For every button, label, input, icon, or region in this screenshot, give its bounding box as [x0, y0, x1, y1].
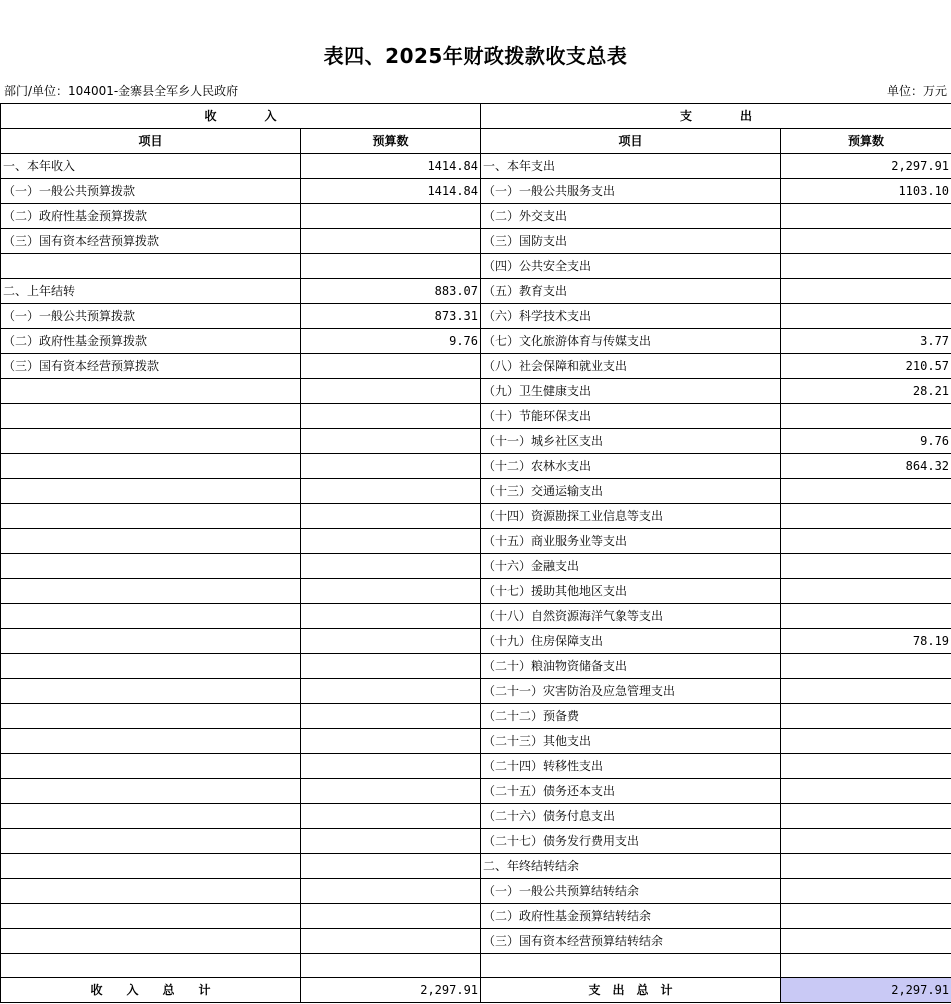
income-value-cell — [301, 229, 481, 254]
table-row — [1, 329, 951, 354]
table-row — [1, 754, 951, 779]
income-item-cell — [1, 404, 301, 429]
expense-item-cell: （四）公共安全支出 — [481, 254, 781, 279]
income-item-cell — [1, 379, 301, 404]
income-value-cell — [301, 404, 481, 429]
expense-item-cell: （二十一）灾害防治及应急管理支出 — [481, 679, 781, 704]
expense-value-cell — [781, 404, 951, 429]
income-budget-header: 预算数 — [301, 129, 481, 154]
income-item-cell — [1, 554, 301, 579]
expense-item-cell: （二十三）其他支出 — [481, 729, 781, 754]
income-item-cell — [1, 804, 301, 829]
expense-value-cell — [781, 304, 951, 329]
expense-value-cell — [781, 254, 951, 279]
income-item-cell: 一、本年收入 — [1, 154, 301, 179]
income-value-cell — [301, 479, 481, 504]
expense-value-cell — [781, 529, 951, 554]
income-item-cell — [1, 479, 301, 504]
table-row — [1, 779, 951, 804]
expense-value-cell — [781, 229, 951, 254]
expense-item-cell: （二十七）债务发行费用支出 — [481, 829, 781, 854]
income-item-cell — [1, 904, 301, 929]
page-title: 表四、2025年财政拨款收支总表 — [323, 44, 628, 68]
table-row — [1, 554, 951, 579]
income-item-cell: （三）国有资本经营预算拨款 — [1, 354, 301, 379]
table-row — [1, 429, 951, 454]
expense-total-value: 2,297.91 — [781, 978, 951, 1003]
income-item-cell — [1, 879, 301, 904]
expense-item-cell: （一）一般公共预算结转结余 — [481, 879, 781, 904]
table-row — [1, 254, 951, 279]
income-value-cell — [301, 829, 481, 854]
expense-value-cell — [781, 854, 951, 879]
table-row — [1, 204, 951, 229]
income-value-cell — [301, 629, 481, 654]
income-item-cell — [1, 779, 301, 804]
income-value-cell — [301, 754, 481, 779]
income-item-cell: （二）政府性基金预算拨款 — [1, 204, 301, 229]
income-value-cell: 883.07 — [301, 279, 481, 304]
table-row — [1, 804, 951, 829]
income-value-cell — [301, 504, 481, 529]
income-item-cell — [1, 929, 301, 954]
expense-value-cell: 1103.10 — [781, 179, 951, 204]
expense-value-cell — [781, 554, 951, 579]
income-item-cell — [1, 854, 301, 879]
table-row — [1, 879, 951, 904]
table-row — [1, 904, 951, 929]
expense-value-cell — [781, 829, 951, 854]
expense-value-cell — [781, 204, 951, 229]
expense-value-cell — [781, 504, 951, 529]
income-value-cell — [301, 554, 481, 579]
income-item-cell — [1, 679, 301, 704]
income-item-cell — [1, 829, 301, 854]
table-row — [1, 404, 951, 429]
income-value-cell — [301, 529, 481, 554]
income-item-cell — [1, 454, 301, 479]
expense-item-cell: （十九）住房保障支出 — [481, 629, 781, 654]
expense-item-cell: （十）节能环保支出 — [481, 404, 781, 429]
income-value-cell — [301, 579, 481, 604]
income-item-cell — [1, 729, 301, 754]
expense-item-cell: （二十四）转移性支出 — [481, 754, 781, 779]
table-row — [1, 954, 951, 978]
income-section-header: 收 入 — [1, 104, 481, 129]
expense-value-cell: 78.19 — [781, 629, 951, 654]
income-item-cell: （二）政府性基金预算拨款 — [1, 329, 301, 354]
expense-item-cell: （三）国有资本经营预算结转结余 — [481, 929, 781, 954]
expense-item-cell: （十四）资源勘探工业信息等支出 — [481, 504, 781, 529]
expense-value-cell: 2,297.91 — [781, 154, 951, 179]
expense-item-cell: 一、本年支出 — [481, 154, 781, 179]
expense-value-cell — [781, 279, 951, 304]
income-item-cell — [1, 754, 301, 779]
expense-item-cell — [481, 954, 781, 978]
expense-total-label: 支 出 总 计 — [481, 978, 781, 1003]
table-row — [1, 604, 951, 629]
column-header-row — [1, 129, 951, 154]
income-item-cell — [1, 604, 301, 629]
income-item-cell — [1, 504, 301, 529]
income-value-cell — [301, 604, 481, 629]
expense-value-cell: 864.32 — [781, 454, 951, 479]
expense-item-cell: （二十六）债务付息支出 — [481, 804, 781, 829]
expense-value-cell — [781, 754, 951, 779]
expense-item-cell: （二）政府性基金预算结转结余 — [481, 904, 781, 929]
total-row — [1, 978, 951, 1003]
income-item-cell: （一）一般公共预算拨款 — [1, 179, 301, 204]
expense-value-cell — [781, 729, 951, 754]
table-row — [1, 729, 951, 754]
expense-item-cell: （五）教育支出 — [481, 279, 781, 304]
expense-value-cell: 3.77 — [781, 329, 951, 354]
table-row — [1, 854, 951, 879]
expense-item-cell: （一）一般公共服务支出 — [481, 179, 781, 204]
income-value-cell — [301, 879, 481, 904]
expense-item-cell: （十八）自然资源海洋气象等支出 — [481, 604, 781, 629]
income-item-cell — [1, 254, 301, 279]
expense-item-cell: （十五）商业服务业等支出 — [481, 529, 781, 554]
income-value-cell — [301, 804, 481, 829]
income-item-cell: 二、上年结转 — [1, 279, 301, 304]
income-value-cell — [301, 354, 481, 379]
expense-value-cell: 210.57 — [781, 354, 951, 379]
expense-item-cell: （十三）交通运输支出 — [481, 479, 781, 504]
expense-value-cell — [781, 604, 951, 629]
income-value-cell — [301, 729, 481, 754]
expense-value-cell — [781, 779, 951, 804]
table-row — [1, 579, 951, 604]
expense-value-cell — [781, 654, 951, 679]
expense-value-cell — [781, 929, 951, 954]
income-value-cell: 1414.84 — [301, 179, 481, 204]
income-value-cell: 873.31 — [301, 304, 481, 329]
table-row — [1, 354, 951, 379]
table-row — [1, 829, 951, 854]
table-row — [1, 929, 951, 954]
expense-item-cell: （二十二）预备费 — [481, 704, 781, 729]
expense-item-cell: （七）文化旅游体育与传媒支出 — [481, 329, 781, 354]
income-item-cell: （三）国有资本经营预算拨款 — [1, 229, 301, 254]
expense-value-cell — [781, 479, 951, 504]
income-item-header: 项目 — [1, 129, 301, 154]
table-row — [1, 454, 951, 479]
table-row — [1, 479, 951, 504]
income-item-cell — [1, 954, 301, 978]
expense-item-cell: （八）社会保障和就业支出 — [481, 354, 781, 379]
income-value-cell — [301, 204, 481, 229]
expense-item-cell: （二十）粮油物资储备支出 — [481, 654, 781, 679]
income-item-cell — [1, 629, 301, 654]
expense-item-cell: （十七）援助其他地区支出 — [481, 579, 781, 604]
income-item-cell — [1, 579, 301, 604]
expense-item-cell: （二）外交支出 — [481, 204, 781, 229]
income-value-cell — [301, 454, 481, 479]
table-row — [1, 679, 951, 704]
section-header-row — [1, 104, 951, 129]
income-value-cell — [301, 954, 481, 978]
table-row — [1, 279, 951, 304]
table-row — [1, 654, 951, 679]
table-row — [1, 154, 951, 179]
expense-item-cell: （三）国防支出 — [481, 229, 781, 254]
income-value-cell — [301, 654, 481, 679]
table-row — [1, 704, 951, 729]
income-value-cell — [301, 704, 481, 729]
expense-value-cell — [781, 904, 951, 929]
table-row — [1, 379, 951, 404]
income-value-cell — [301, 379, 481, 404]
expense-item-header: 项目 — [481, 129, 781, 154]
department-label: 部门/单位：104001-金寨县全军乡人民政府 — [4, 84, 239, 98]
income-item-cell — [1, 529, 301, 554]
income-value-cell — [301, 254, 481, 279]
expense-item-cell: （二十五）债务还本支出 — [481, 779, 781, 804]
income-item-cell — [1, 429, 301, 454]
income-value-cell — [301, 679, 481, 704]
income-value-cell — [301, 929, 481, 954]
expense-value-cell — [781, 704, 951, 729]
expense-value-cell — [781, 579, 951, 604]
budget-table — [0, 103, 951, 1003]
expense-value-cell — [781, 679, 951, 704]
expense-item-cell: （十一）城乡社区支出 — [481, 429, 781, 454]
table-row — [1, 629, 951, 654]
unit-label: 单位：万元 — [886, 84, 947, 98]
income-item-cell: （一）一般公共预算拨款 — [1, 304, 301, 329]
expense-item-cell: （十二）农林水支出 — [481, 454, 781, 479]
expense-item-cell: （九）卫生健康支出 — [481, 379, 781, 404]
income-value-cell — [301, 854, 481, 879]
expense-item-cell: （六）科学技术支出 — [481, 304, 781, 329]
income-value-cell: 9.76 — [301, 329, 481, 354]
income-total-label: 收 入 总 计 — [1, 978, 301, 1003]
expense-value-cell — [781, 879, 951, 904]
expense-item-cell: 二、年终结转结余 — [481, 854, 781, 879]
income-total-value: 2,297.91 — [301, 978, 481, 1003]
table-row — [1, 179, 951, 204]
table-row — [1, 529, 951, 554]
income-value-cell — [301, 429, 481, 454]
income-value-cell — [301, 779, 481, 804]
expense-value-cell: 28.21 — [781, 379, 951, 404]
income-value-cell — [301, 904, 481, 929]
income-item-cell — [1, 654, 301, 679]
expense-budget-header: 预算数 — [781, 129, 951, 154]
expense-value-cell: 9.76 — [781, 429, 951, 454]
income-value-cell: 1414.84 — [301, 154, 481, 179]
expense-section-header: 支 出 — [481, 104, 951, 129]
expense-item-cell: （十六）金融支出 — [481, 554, 781, 579]
income-item-cell — [1, 704, 301, 729]
table-row — [1, 304, 951, 329]
table-row — [1, 504, 951, 529]
expense-value-cell — [781, 804, 951, 829]
expense-value-cell — [781, 954, 951, 978]
table-row — [1, 229, 951, 254]
